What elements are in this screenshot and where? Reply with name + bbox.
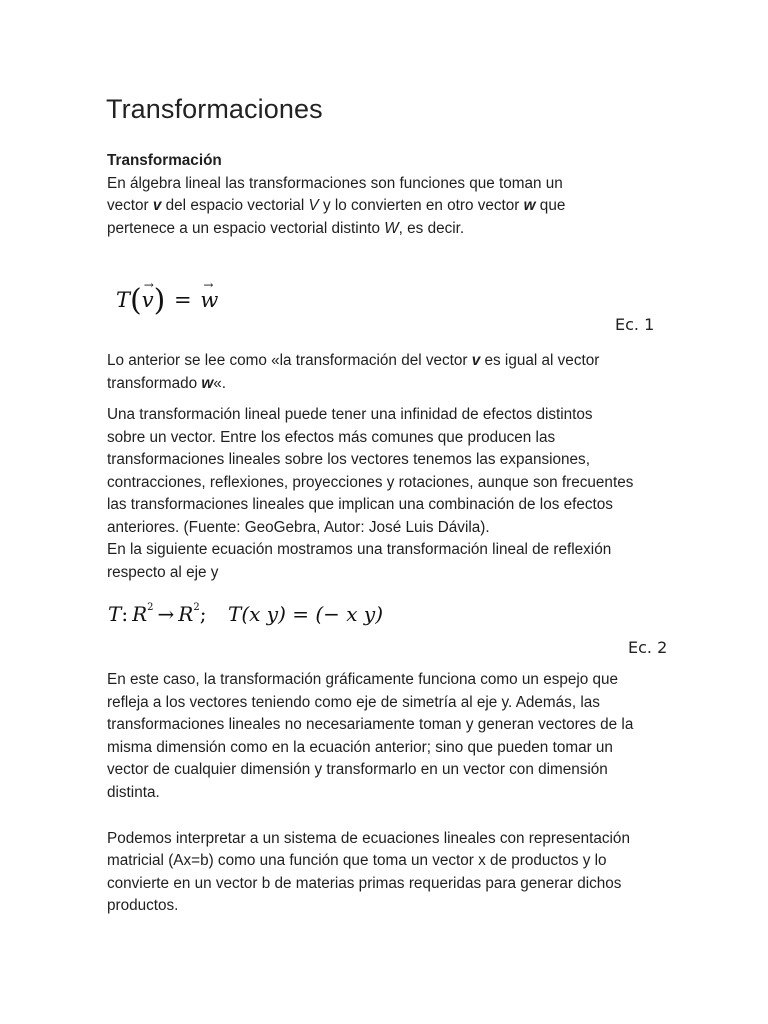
text-run: es igual al vector <box>480 352 600 369</box>
paragraph-3-line: transformaciones lineales sobre los vectores tenemos las expansiones, <box>107 451 590 468</box>
paragraph-3-line: las transformaciones lineales que implican una combinación de los efectos <box>107 496 613 513</box>
paragraph-3-line: contracciones, reflexiones, proyecciones y rotaciones, aunque son frecuentes <box>107 474 634 491</box>
symbol-w <box>200 278 219 312</box>
paragraph-3-line: Una transformación lineal puede tener una infinidad de efectos distintos <box>107 406 593 423</box>
vector-arrow-icon: → <box>203 278 214 292</box>
superscript: 2 <box>147 602 154 614</box>
paren-right: ) <box>153 283 166 318</box>
text-run: del espacio vectorial <box>161 197 309 214</box>
text-run: «. <box>213 375 227 392</box>
semicolon: ; <box>199 602 207 626</box>
symbol-R: R <box>132 602 148 626</box>
paragraph-4-line: En este caso, la transformación gráficamente funciona como un espejo que <box>107 671 619 688</box>
symbol-T: T <box>108 602 122 626</box>
vector-v: v <box>471 352 481 369</box>
paragraph-5-line: productos. <box>107 897 179 914</box>
text-run: y lo convierten en otro vector <box>318 197 524 214</box>
paragraph-5-line: convierte en un vector b de materias primas requeridas para generar dichos <box>107 875 622 892</box>
paragraph-3-line: En la siguiente ecuación mostramos una transformación lineal de reflexión <box>107 541 612 558</box>
text-run: transformado <box>107 375 202 392</box>
symbol-v <box>141 278 154 312</box>
equation-2 <box>108 602 206 626</box>
paragraph-1-line-3 <box>107 218 464 241</box>
paragraph-2-line-2 <box>107 373 226 396</box>
paragraph-4-line: vector de cualquier dimensión y transformarlo en un vector con dimensión <box>107 761 608 778</box>
text-run: pertenece a un espacio vectorial distinto <box>107 220 385 237</box>
symbol-v-letter: v <box>141 288 154 312</box>
paragraph-4-line: misma dimensión como en la ecuación anterior; sino que pueden tomar un <box>107 739 613 756</box>
section-heading: Transformación <box>107 152 222 169</box>
text-run: que <box>535 197 566 214</box>
page-title: Transformaciones <box>106 94 323 124</box>
paragraph-3-line: respecto al eje y <box>107 564 219 581</box>
paragraph-1-line-2 <box>107 195 565 218</box>
text-run: , es decir. <box>398 220 465 237</box>
symbol-w-letter: w <box>200 288 219 312</box>
arrow-icon: → <box>157 602 175 626</box>
paragraph-4-line: transformaciones lineales no necesariamente toman y generan vectores de la <box>107 716 634 733</box>
paragraph-4-line: distinta. <box>107 784 160 801</box>
equation-2-label: Ec. 2 <box>628 638 668 657</box>
vector-arrow-icon: → <box>143 278 154 292</box>
equation-1 <box>116 280 236 320</box>
equals-sign: = <box>174 288 192 312</box>
symbol-T: T <box>116 288 131 312</box>
paragraph-5-line: matricial (Ax=b) como una función que toma un vector x de productos y lo <box>107 852 607 869</box>
paragraph-1-line-1: En álgebra lineal las transformaciones son funciones que toman un <box>107 175 563 192</box>
vector-v: v <box>152 197 162 214</box>
paragraph-5-line: Podemos interpretar a un sistema de ecuaciones lineales con representación <box>107 830 630 847</box>
symbol-R: R <box>178 602 194 626</box>
text-run: vector <box>107 197 153 214</box>
superscript: 2 <box>193 602 200 614</box>
paren-left: ( <box>130 283 142 318</box>
paragraph-2-line-1 <box>107 350 599 373</box>
colon: : <box>121 602 129 626</box>
vector-w: w <box>523 197 536 214</box>
space-W: W <box>384 220 399 237</box>
text-run: Lo anterior se lee como «la transformación del vector <box>107 352 472 369</box>
paragraph-4-line: refleja a los vectores teniendo como eje de simetría al eje y. Además, las <box>107 694 600 711</box>
space-V: V <box>308 197 319 214</box>
paragraph-3-line: sobre un vector. Entre los efectos más comunes que producen las <box>107 429 556 446</box>
equation-2-right: T(x y) = (− x y) <box>228 602 384 626</box>
vector-w: w <box>201 375 214 392</box>
paragraph-3-line: anteriores. (Fuente: GeoGebra, Autor: José Luis Dávila). <box>107 519 490 536</box>
equation-1-label: Ec. 1 <box>615 315 655 334</box>
